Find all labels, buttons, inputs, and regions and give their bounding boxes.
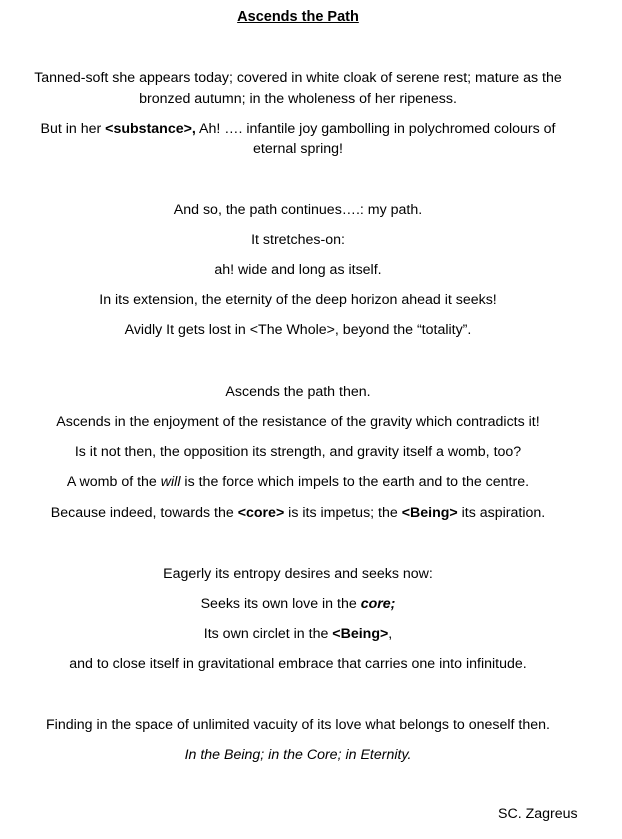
stanza-1-line-2-text: bronzed autumn; in the wholeness of her ripeness. [139, 91, 457, 107]
stanza-5-line-1 [0, 717, 596, 734]
stanza-2-line-2 [0, 232, 596, 249]
stanza-1-line-4-text: eternal spring! [253, 141, 343, 157]
author-signature-text: SC. Zagreus [498, 806, 578, 822]
stanza-2-line-4 [0, 292, 596, 309]
stanza-2-line-4-text: In its extension, the eternity of the deep horizon ahead it seeks! [99, 292, 497, 308]
stanza-1-substance-bold: <substance>, [105, 121, 196, 137]
stanza-3-will-italic: will [160, 474, 181, 490]
stanza-3-line-2 [0, 414, 596, 431]
author-signature [498, 806, 578, 823]
stanza-5-line-2-text: In the Being; in the Core; in Eternity. [184, 747, 412, 763]
stanza-2-line-3-text: ah! wide and long as itself. [214, 262, 382, 278]
stanza-3-line-4-part-c: is the force which impels to the earth and to the centre. [180, 474, 530, 490]
stanza-5-line-1-text: Finding in the space of unlimited vacuity of its love what belongs to oneself then. [46, 717, 550, 733]
stanza-4-line-2 [0, 596, 596, 613]
stanza-3-line-1-text: Ascends the path then. [225, 384, 371, 400]
stanza-1-line-4 [0, 141, 596, 158]
stanza-4-line-4-text: and to close itself in gravitational embrace that carries one into infinitude. [69, 656, 527, 672]
stanza-3-line-5-part-c: is its impetus; the [284, 505, 402, 521]
stanza-4-being-bold: <Being> [332, 626, 389, 642]
stanza-4-core-bold-italic: core; [360, 596, 396, 612]
stanza-3-line-4-part-a: A womb of the [66, 474, 161, 490]
stanza-3-line-3 [0, 444, 596, 461]
stanza-2-line-1-text: And so, the path continues….: my path. [173, 202, 423, 218]
stanza-1-line-2 [0, 91, 596, 108]
stanza-4-line-3-part-a: Its own circlet in the [203, 626, 333, 642]
stanza-3-line-5-part-a: Because indeed, towards the [50, 505, 238, 521]
stanza-2-line-1 [0, 202, 596, 219]
stanza-4-line-2-part-a: Seeks its own love in the [200, 596, 361, 612]
stanza-1-line-3-part-a: But in her [40, 121, 106, 137]
stanza-1-line-3 [0, 121, 596, 138]
stanza-1-line-1 [0, 70, 596, 87]
stanza-3-line-5-part-e: its aspiration. [457, 505, 546, 521]
stanza-4-line-1-text: Eagerly its entropy desires and seeks now: [163, 566, 433, 582]
stanza-2-line-5-text: Avidly It gets lost in <The Whole>, beyond the “totality”. [124, 322, 472, 338]
poem-title-text: Ascends the Path [237, 9, 359, 25]
stanza-5-line-2 [0, 747, 596, 764]
stanza-4-line-1 [0, 566, 596, 583]
stanza-3-line-5 [0, 505, 596, 522]
stanza-1-line-3-part-c: Ah! …. infantile joy gambolling in polychromed colours of [195, 121, 556, 137]
stanza-3-line-4 [0, 474, 596, 491]
stanza-3-line-3-text: Is it not then, the opposition its strength, and gravity itself a womb, too? [74, 444, 522, 460]
stanza-4-line-3 [0, 626, 596, 643]
stanza-2-line-3 [0, 262, 596, 279]
stanza-3-line-1 [0, 384, 596, 401]
stanza-1-line-1-text: Tanned-soft she appears today; covered in white cloak of serene rest; mature as the [34, 70, 562, 86]
stanza-4-line-3-part-c: , [388, 626, 393, 642]
stanza-3-line-2-text: Ascends in the enjoyment of the resistance of the gravity which contradicts it! [56, 414, 540, 430]
stanza-2-line-2-text: It stretches-on: [251, 232, 345, 248]
stanza-4-line-4 [0, 656, 596, 673]
poem-title [0, 9, 596, 26]
stanza-2-line-5 [0, 322, 596, 339]
stanza-3-core-bold: <core> [237, 505, 285, 521]
stanza-3-being-bold: <Being> [401, 505, 458, 521]
